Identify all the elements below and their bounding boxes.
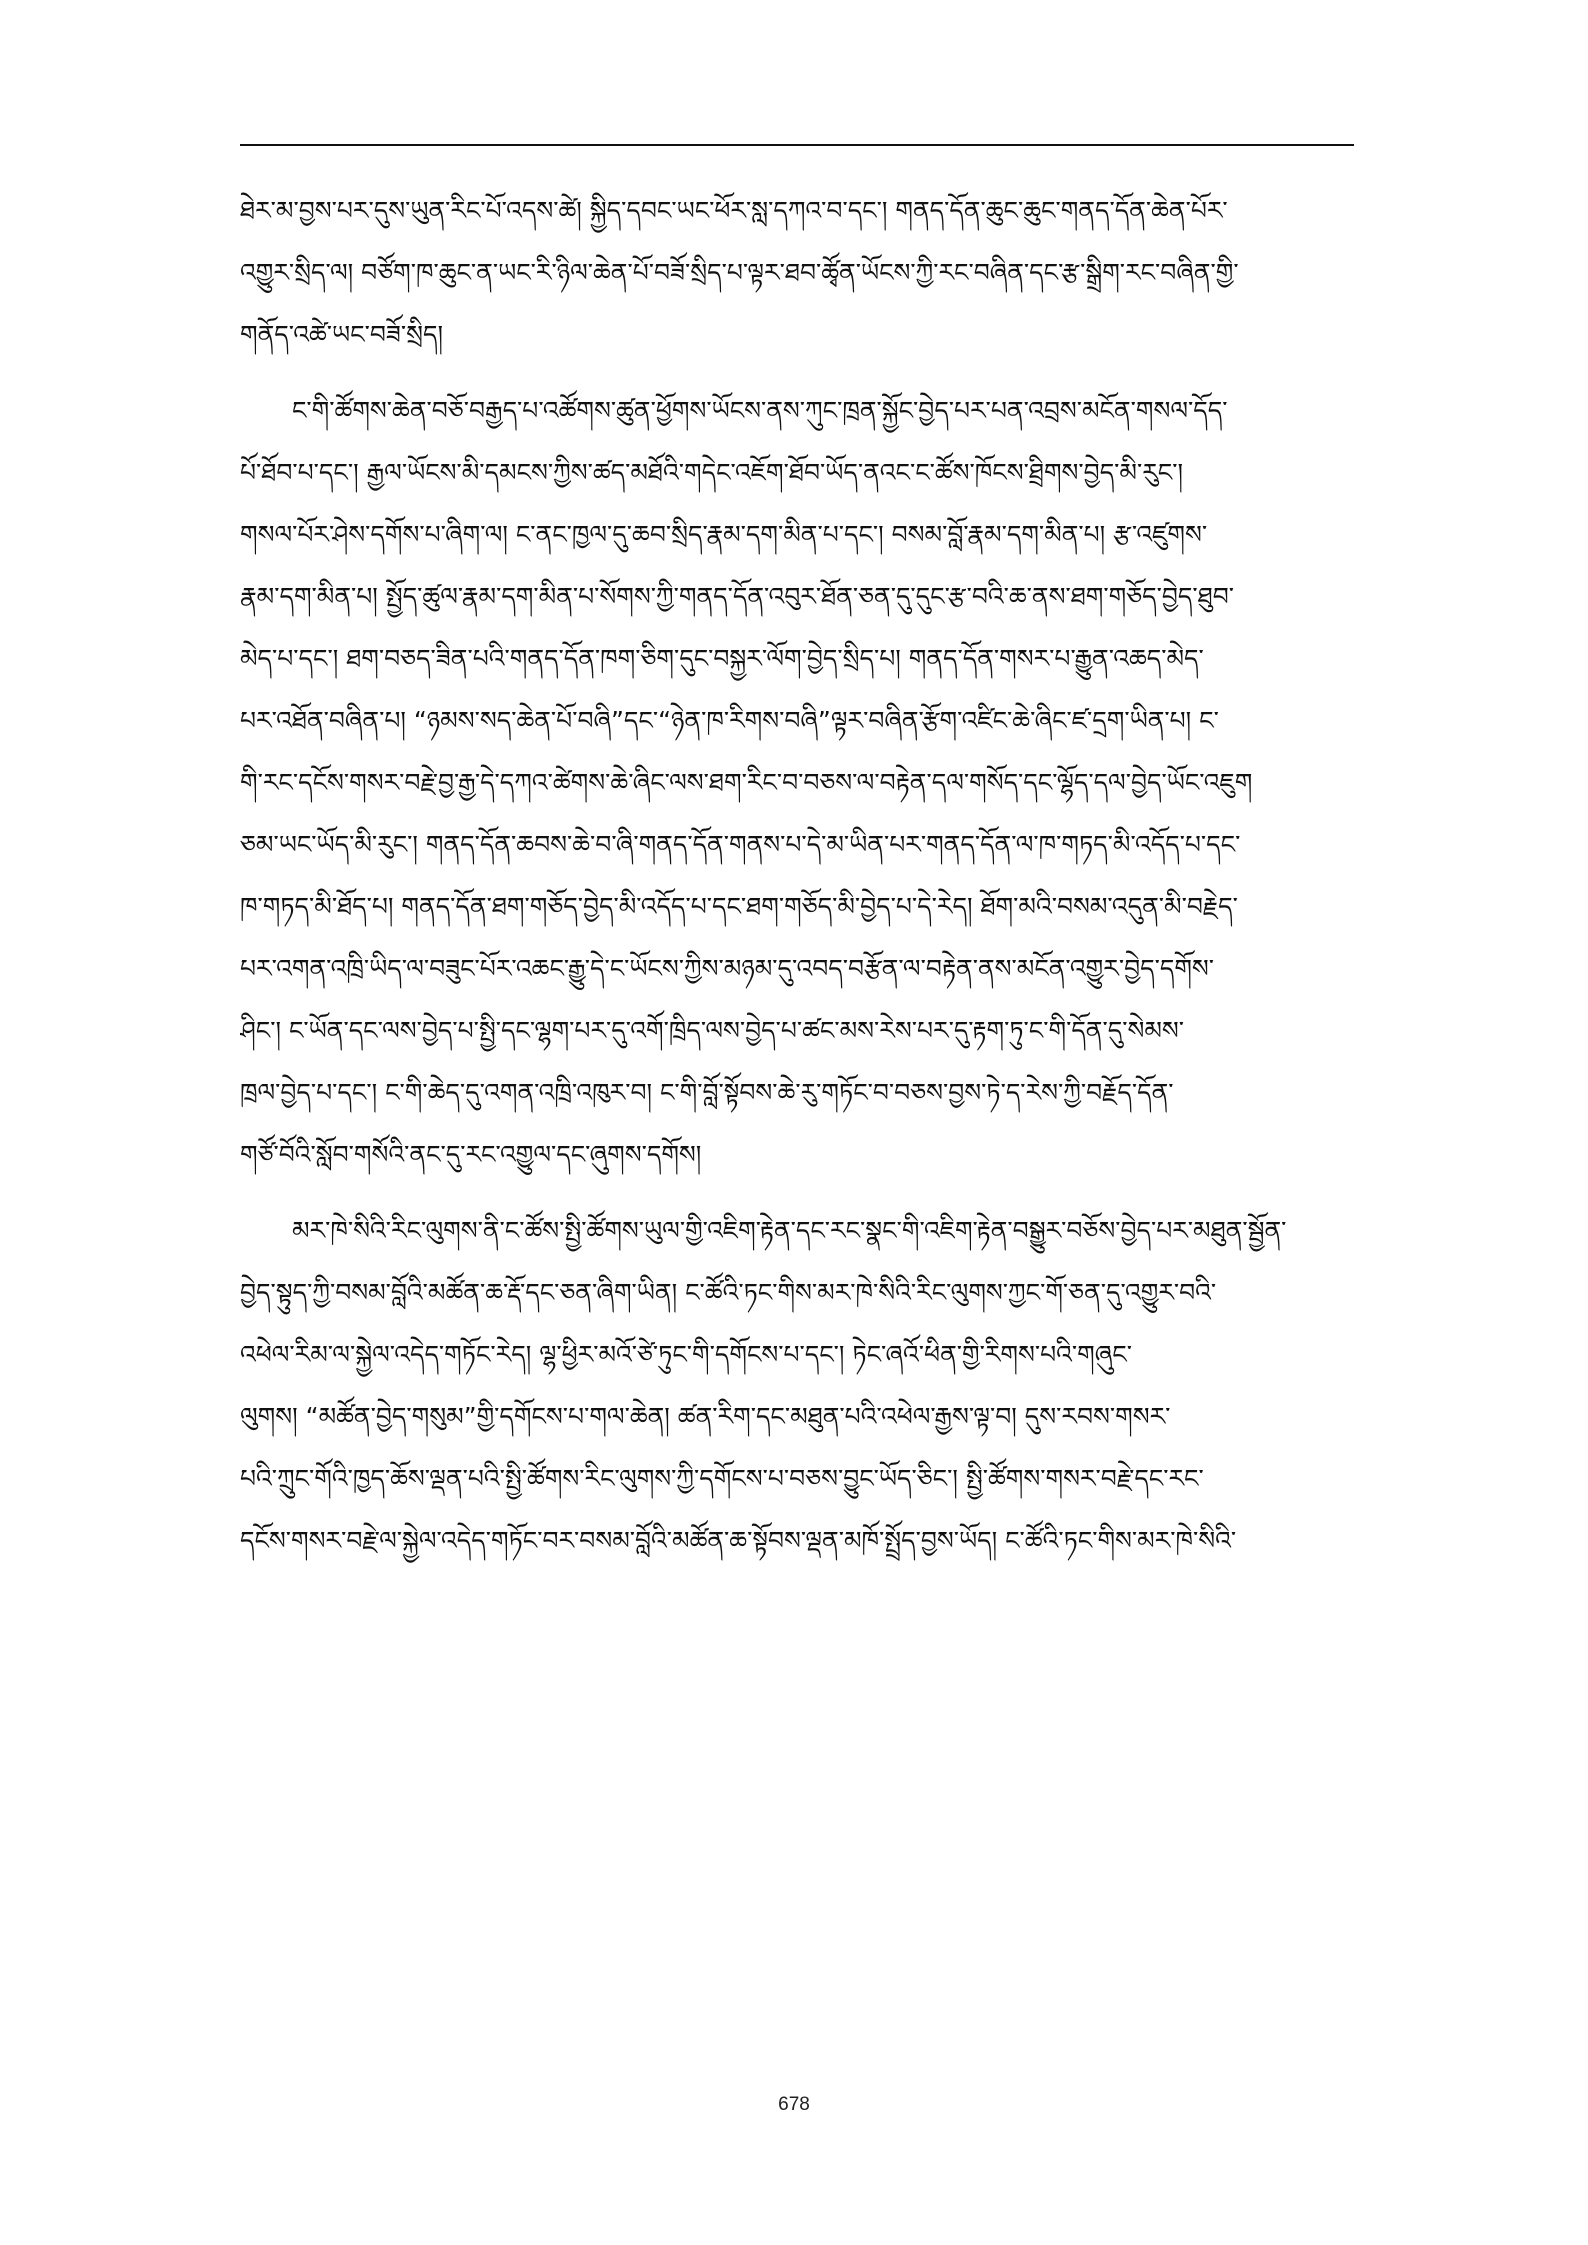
text-line: མེད་པ་དང་། ཐག་བཅད་ཟིན་པའི་གནད་དོན་ཁག་ཅིག་དུང་བསྐྱར་ལོག་བྱེད་སྲིད་པ། གནད་དོན་གསར་པ་རྒྱུན་འཆད་མེད་ xyxy=(240,644,1204,673)
header-rule xyxy=(240,144,1354,146)
text-line: པོ་ཐོབ་པ་དང་། རྒྱལ་ཡོངས་མི་དམངས་ཀྱིས་ཚད་མཐོའི་གདེང་འཇོག་ཐོབ་ཡོད་ནའང་ང་ཚོས་ཁོངས་ཐྲིགས་བྱེད་མི་རུང་། xyxy=(240,458,1184,487)
paragraph-2 xyxy=(240,380,1354,1186)
text-line: ཁྲལ་བྱེད་པ་དང་། ང་གི་ཆེད་དུ་འགན་འཁྲི་འཁུར་བ། ང་གི་བློ་སྟོབས་ཆེ་རུ་གཏོང་བ་བཅས་བྱས་ཏེ་ད་རེས་ཀྱི་བརྗོད་དོན་ xyxy=(240,1078,1174,1107)
text-line: ཐེར་མ་བྱས་པར་དུས་ཡུན་རིང་པོ་འདས་ཚེ། སྐྱིད་དབང་ཡང་ཕོར་སླ་དཀའ་བ་དང་། གནད་དོན་ཆུང་ཆུང་གནད་དོན་ཆེན་པོར་ xyxy=(240,196,1228,225)
text-line: ཤིང་། ང་ཡོན་དང་ལས་བྱེད་པ་སྤྱི་དང་ལྷག་པར་དུ་འགོ་ཁྲིད་ལས་བྱེད་པ་ཚང་མས་རེས་པར་དུ་རྟག་ཏུ་ང་གི་དོན་དུ་སེམས་ xyxy=(240,1016,1185,1045)
paragraph-3 xyxy=(240,1200,1354,1572)
text-line: པར་འཐོན་བཞིན་པ། “ཉམས་སད་ཆེན་པོ་བཞི”དང་“ཉེན་ཁ་རིགས་བཞི”ལྟར་བཞིན་རྩོག་འཛིང་ཆེ་ཞིང་ཛ་དྲག་ཡིན་པ། ང་ xyxy=(240,706,1219,735)
text-line: གསལ་པོར་ཤེས་དགོས་པ་ཞིག་ལ། ང་ནང་ཁྱལ་དུ་ཆབ་སྲིད་རྣམ་དག་མིན་པ་དང་། བསམ་བློ་རྣམ་དག་མིན་པ། རྩ་འཛུགས་ xyxy=(240,520,1208,549)
text-line: ང་གི་ཚོགས་ཆེན་བཅོ་བརྒྱད་པ་འཚོགས་ཚུན་ཕྱོགས་ཡོངས་ནས་ཀུང་ཁྲན་སྐྱོང་བྱེད་པར་པན་འབྲས་མངོན་གསལ་དོད་ xyxy=(292,396,1228,425)
text-line: པར་འགན་འཁྲི་ཡིད་ལ་བཟུང་པོར་འཆང་རྒྱུ་དེ་ང་ཡོངས་ཀྱིས་མཉམ་དུ་འབད་བརྩོན་ལ་བརྟེན་ནས་མངོན་འགྱུར་བྱེད་དགོས་ xyxy=(240,954,1215,983)
text-line: འགྱུར་སྲིད་ལ། བཙོག་ཁ་ཆུང་ན་ཡང་རི་ཉིལ་ཆེན་པོ་བཟོ་སྲིད་པ་ལྟར་ཐབ་ཚྭོན་ཡོངས་ཀྱི་རང་བཞིན་དང་རྩ་སྒྲིག་རང་བཞིན་གྱི་ xyxy=(240,258,1239,287)
text-line: མར་ཁེ་སིའི་རིང་ལུགས་ནི་ང་ཚོས་སྤྱི་ཚོགས་ཡུལ་གྱི་འཇིག་རྟེན་དང་རང་སྣང་གི་འཇིག་རྟེན་བསྒྱུར་བཅོས་བྱེད་པར་མཐུན་སྦྱོན་ xyxy=(292,1216,1287,1245)
text-line: རྣམ་དག་མིན་པ། སྤྱོད་ཚུལ་རྣམ་དག་མིན་པ་སོགས་ཀྱི་གནད་དོན་འབུར་ཐོན་ཅན་དུ་དུང་རྩ་བའི་ཆ་ནས་ཐག་གཅོད་བྱེད་ཐུབ་ xyxy=(240,582,1235,611)
text-line: གི་རང་དངོས་གསར་བརྗེ་བྱ་རྒྱ་དེ་དཀའ་ཚེགས་ཆེ་ཞིང་ལས་ཐག་རིང་བ་བཅས་ལ་བརྟེན་དལ་གསོད་དང་ལྷོད་དལ་བྱེད་ཡོང་འཇུག xyxy=(240,768,1253,797)
text-line: ཅམ་ཡང་ཡོད་མི་རུང་། གནད་དོན་ཆབས་ཆེ་བ་ཞི་གནད་དོན་གནས་པ་དེ་མ་ཡིན་པར་གནད་དོན་ལ་ཁ་གཏད་མི་འདོད་པ་དང་ xyxy=(240,830,1241,859)
text-line: པའི་ཀྲུང་གོའི་ཁྱད་ཆོས་ལྡན་པའི་སྤྱི་ཚོགས་རིང་ལུགས་ཀྱི་དགོངས་པ་བཅས་བྱུང་ཡོད་ཅིང་། སྤྱི་ཚོགས་གསར་བརྗེ་དང་རང་ xyxy=(240,1464,1204,1493)
document-body xyxy=(240,180,1354,1586)
text-line: བྱེད་སྟུད་ཀྱི་བསམ་བློའི་མཚོན་ཆ་རྡོ་དང་ཅན་ཞིག་ཡིན། ང་ཚོའི་ཏང་གིས་མར་ཁེ་སིའི་རིང་ལུགས་ཀྱང་གོ་ཅན་དུ་འགྱུར་བའི་ xyxy=(240,1278,1217,1307)
text-line: ལུགས། “མཚོན་བྱེད་གསུམ”གྱི་དགོངས་པ་གལ་ཆེན། ཚན་རིག་དང་མཐུན་པའི་འཕེལ་རྒྱས་ལྟ་བ། དུས་རབས་གསར་ xyxy=(240,1402,1171,1431)
text-line: དངོས་གསར་བརྗེ་ལ་སྐྱེལ་འདེད་གཏོང་བར་བསམ་བློའི་མཚོན་ཆ་སྟོབས་ལྡན་མཁོ་སྤྲོད་བྱས་ཡོད། ང་ཚོའི་ཏང་གིས་མར་ཁེ་སིའི་ xyxy=(240,1526,1237,1555)
text-line: ཁ་གཏད་མི་ཐོད་པ། གནད་དོན་ཐག་གཅོད་བྱེད་མི་འདོད་པ་དང་ཐག་གཅོད་མི་བྱེད་པ་དེ་རེད། ཐོག་མའི་བསམ་འདུན་མི་བརྗེད་ xyxy=(240,892,1238,921)
text-line: འཕེལ་རིམ་ལ་སྐྱེལ་འདེད་གཏོང་རེད། ལྷ་ཕྱིར་མའོ་ཙེ་ཏུང་གི་དགོངས་པ་དང་། ཏེང་ཞའོ་ཕིན་གྱི་རིགས་པའི་གཞུང་ xyxy=(240,1340,1132,1369)
text-line: གཙོ་བོའི་སློབ་གསོའི་ནང་དུ་རང་འགྱུལ་དང་ཞུགས་དགོས། xyxy=(240,1140,702,1169)
text-line: གནོད་འཚེ་ཡང་བཟོ་སྲིད། xyxy=(240,320,444,349)
paragraph-1 xyxy=(240,180,1354,366)
page-number: 678 xyxy=(778,2094,810,2115)
